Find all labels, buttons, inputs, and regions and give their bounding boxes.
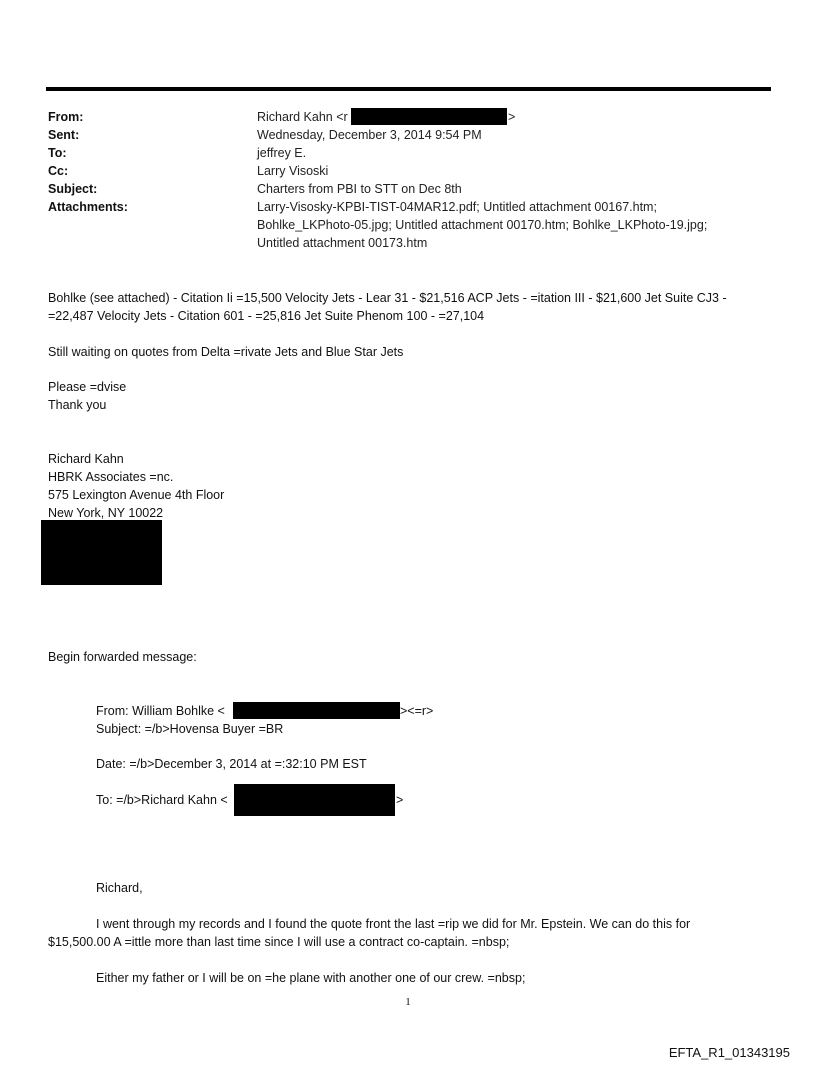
from-label: From:: [48, 110, 84, 124]
sent-value: Wednesday, December 3, 2014 9:54 PM: [257, 128, 482, 142]
fwd-to-suffix: >: [396, 793, 404, 807]
signature-company: HBRK Associates =nc.: [48, 470, 174, 484]
attachments-label: Attachments:: [48, 200, 128, 214]
fwd-para-line: $15,500.00 A =ittle more than last time since I will use a contract co-captain. =nbsp;: [48, 935, 510, 949]
fwd-date: Date: =/b>December 3, 2014 at =:32:10 PM EST: [96, 757, 367, 771]
subject-label: Subject:: [48, 182, 98, 196]
thanks-line: Thank you: [48, 398, 107, 412]
cc-value: Larry Visoski: [257, 164, 329, 178]
page-number: 1: [405, 996, 411, 1008]
header-rule: [46, 87, 771, 91]
to-label: To:: [48, 146, 67, 160]
signature-name: Richard Kahn: [48, 452, 124, 466]
redaction-fwd-from-email: [233, 702, 400, 719]
fwd-para-line: I went through my records and I found the quote front the last =rip we did for Mr. Epstein. We can do this for: [96, 917, 691, 931]
attachment-line: Untitled attachment 00173.htm: [257, 236, 428, 250]
from-value: [257, 110, 348, 124]
document-id: EFTA_R1_01343195: [668, 1045, 790, 1060]
signature-address: 575 Lexington Avenue 4th Floor: [48, 488, 225, 502]
to-value: jeffrey E.: [257, 146, 307, 160]
fwd-para2: Either my father or I will be on =he plane with another one of our crew. =nbsp;: [96, 971, 526, 985]
fwd-subject: Subject: =/b>Hovensa Buyer =BR: [96, 722, 284, 736]
subject-value: Charters from PBI to STT on Dec 8th: [257, 182, 462, 196]
forwarded-intro: Begin forwarded message:: [48, 650, 197, 664]
cc-label: Cc:: [48, 164, 69, 178]
redaction-from-email: [351, 108, 507, 125]
attachment-line: Bohlke_LKPhoto-05.jpg; Untitled attachment 00170.htm; Bohlke_LKPhoto-19.jpg;: [257, 218, 708, 232]
fwd-greeting: Richard,: [96, 881, 143, 895]
attachment-line: Larry-Visosky-KPBI-TIST-04MAR12.pdf; Untitled attachment 00167.htm;: [257, 200, 657, 214]
quotes-line: =22,487 Velocity Jets - Citation 601 - =25,816 Jet Suite Phenom 100 - =27,104: [48, 309, 485, 323]
redaction-fwd-to-email: [234, 784, 395, 816]
sent-label: Sent:: [48, 128, 80, 142]
signature-city: New York, NY 10022: [48, 506, 164, 520]
waiting-line: Still waiting on quotes from Delta =rivate Jets and Blue Star Jets: [48, 345, 404, 359]
from-value-end: >: [508, 110, 516, 124]
fwd-from-prefix: From: William Bohlke <: [96, 704, 225, 718]
please-line: Please =dvise: [48, 380, 127, 394]
from-name: Richard Kahn <r: [257, 110, 348, 124]
redaction-signature: [41, 520, 162, 585]
fwd-from-suffix: ><=r>: [400, 704, 434, 718]
quotes-line: Bohlke (see attached) - Citation Ii =15,500 Velocity Jets - Lear 31 - $21,516 ACP Jets - =itation III - $21,600 Jet Suite CJ3 -: [48, 291, 727, 305]
fwd-to-prefix: To: =/b>Richard Kahn <: [96, 793, 228, 807]
